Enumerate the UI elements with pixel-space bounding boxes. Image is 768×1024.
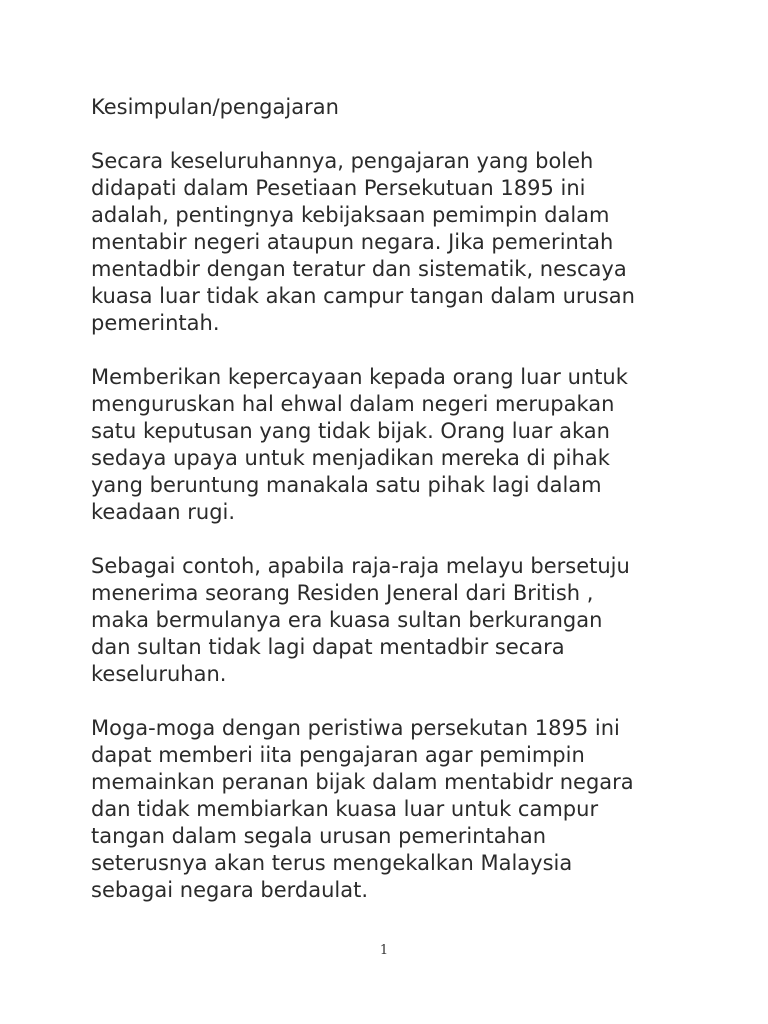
spacer	[91, 121, 691, 148]
paragraph-4: Moga-moga dengan peristiwa persekutan 1895 ini dapat memberi iita pengajaran agar pemimpin memainkan peranan bijak dalam mentabidr negara dan tidak membiarkan kuasa luar untuk campur tangan dalam segala urusan pemerintahan seterusnya akan terus mengekalkan Malaysia sebagai negara berdaulat.	[91, 716, 634, 902]
paragraph-1: Secara keseluruhannya, pengajaran yang boleh didapati dalam Pesetiaan Persekutuan 1895 ini adalah, pentingnya kebijaksaan pemimpin dalam mentabir negeri ataupun negara. Jika pemerintah mentadbir dengan teratur dan sistematik, nescaya kuasa luar tidak akan campur tangan dalam urusan pemerintah.	[91, 149, 635, 335]
paragraph-2: Memberikan kepercayaan kepada orang luar untuk menguruskan hal ehwal dalam negeri merupakan satu keputusan yang tidak bijak. Orang luar akan sedaya upaya untuk menjadikan mereka di pihak yang beruntung manakala satu pihak lagi dalam keadaan rugi.	[91, 365, 628, 524]
paragraph-3: Sebagai contoh, apabila raja-raja melayu bersetuju menerima seorang Residen Jeneral dari British , maka bermulanya era kuasa sultan berkurangan dan sultan tidak lagi dapat mentadbir secara keseluruhan.	[91, 554, 630, 686]
spacer	[91, 688, 691, 715]
spacer	[91, 526, 691, 553]
document-body	[91, 94, 691, 904]
spacer	[91, 337, 691, 364]
document-heading: Kesimpulan/pengajaran	[91, 95, 339, 119]
page-number: 1	[379, 943, 389, 958]
